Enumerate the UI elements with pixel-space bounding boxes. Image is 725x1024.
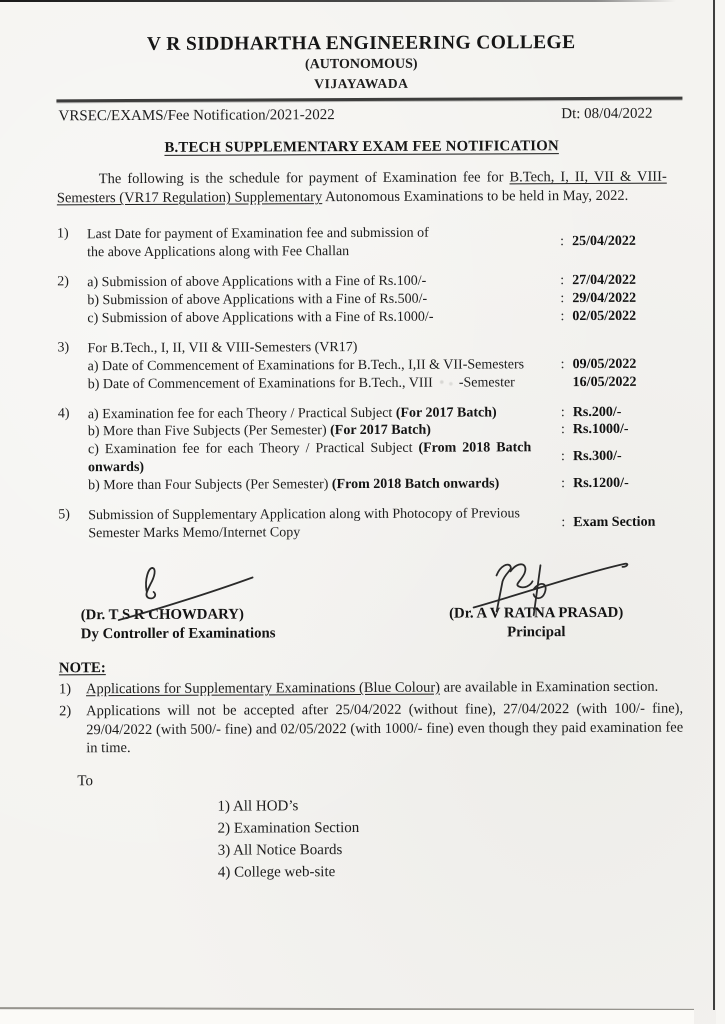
fee-schedule xyxy=(57,224,668,543)
note-item-text: Applications will not be accepted after 25/04/2022 (without fine), 27/04/2022 (with 100/- fine), 29/04/2022 (with 500/- fine) and 02/05/2022 (with 1000/- fine) even though they paid examination fee in time. xyxy=(86,700,684,757)
note-section xyxy=(58,658,684,759)
schedule-item-1 xyxy=(57,224,667,262)
row-value: 02/05/2022 xyxy=(572,308,637,324)
row-text-plain: b) More than Five Subjects (Per Semester) xyxy=(87,423,331,440)
distribution-label: To xyxy=(77,773,94,790)
row-colon: : xyxy=(560,404,565,420)
signature-row xyxy=(80,561,668,644)
row-text-pre: b) Date of Commencement of Examinations for B.Tech., VIII xyxy=(87,375,433,392)
note-item-number: 1) xyxy=(58,681,72,698)
row-text xyxy=(88,422,553,442)
reference-row xyxy=(56,100,666,126)
row-colon: : xyxy=(560,234,565,250)
row-value: Rs.200/- xyxy=(572,404,622,420)
scan-edge-bottom-strip xyxy=(0,1010,694,1024)
item-number: 1) xyxy=(56,226,69,242)
row-text-bold: (From 2018 Batch onwards) xyxy=(331,476,500,493)
signatory-right xyxy=(418,561,653,642)
distribution-list xyxy=(217,794,669,884)
intro-post: Autonomous Examinations to be held in May, 2022. xyxy=(322,187,629,206)
document-date: Dt: 08/04/2022 xyxy=(561,105,653,123)
row-value: 25/04/2022 xyxy=(572,234,636,250)
row-colon: : xyxy=(560,308,565,325)
signatory-name: (Dr. T S R CHOWDARY) xyxy=(80,606,244,624)
row-text-plain: c) Examination fee for each Theory / Practical Subject xyxy=(87,441,419,458)
row-text-plain: b) More than Four Subjects (Per Semester) xyxy=(88,477,332,494)
row-text-bold: (For 2017 Batch) xyxy=(330,423,431,439)
signatory-title: Dy Controller of Examinations xyxy=(80,625,276,643)
schedule-item-5 xyxy=(58,505,668,543)
note-rest: are available in Examination section. xyxy=(439,678,659,696)
row-text: a) Date of Commencement of Examinations for B.Tech., I,II & VII-Semesters xyxy=(87,356,525,374)
note-underlined: Applications for Supplementary Examinations (Blue Colour) xyxy=(85,679,441,698)
distribution-item: 2) Examination Section xyxy=(217,820,360,837)
row-text xyxy=(88,374,553,394)
row-colon: : xyxy=(560,356,565,372)
note-item-1 xyxy=(59,677,683,699)
row-colon: : xyxy=(560,291,565,307)
row-text xyxy=(88,404,553,424)
distribution-section xyxy=(59,771,669,885)
row-colon: : xyxy=(560,273,565,289)
row-value: Rs.300/- xyxy=(572,449,622,465)
item-header: For B.Tech., I, II, VII & VIII-Semesters (VR17) xyxy=(87,339,358,356)
scan-edge-top xyxy=(0,0,676,2)
schedule-row xyxy=(88,505,668,543)
signature-scribble xyxy=(510,564,532,587)
row-text-bold: (For 2017 Batch) xyxy=(395,404,497,421)
row-colon: : xyxy=(561,476,566,492)
notification-title: B.TECH SUPPLEMENTARY EXAM FEE NOTIFICATION xyxy=(164,138,559,156)
whiteout-smudge xyxy=(433,377,459,389)
schedule-row xyxy=(87,308,667,328)
signatory-name: (Dr. A V RATNA PRASAD) xyxy=(449,604,624,622)
signature-stroke xyxy=(473,564,627,608)
reference-number: VRSEC/EXAMS/Fee Notification/2021-2022 xyxy=(58,107,335,125)
row-text: Last Date for payment of Examination fee and submission of the above Applications along with Fee Challan xyxy=(86,225,429,261)
schedule-row xyxy=(87,224,667,262)
row-colon: : xyxy=(561,515,566,531)
row-colon: : xyxy=(561,449,565,465)
note-item-text xyxy=(86,677,683,698)
document-sheet xyxy=(0,31,725,885)
note-item-number: 2) xyxy=(59,702,72,720)
schedule-row xyxy=(88,439,668,477)
item-number: 4) xyxy=(57,405,70,421)
row-value: Rs.1000/- xyxy=(572,422,629,438)
schedule-row xyxy=(88,475,668,495)
row-text xyxy=(88,475,553,495)
signature-scribble xyxy=(146,568,155,598)
autonomous-label: (AUTONOMOUS) xyxy=(304,56,418,73)
row-value: 16/05/2022 xyxy=(572,374,637,390)
row-value: 27/04/2022 xyxy=(572,272,637,289)
row-text-plain: a) Examination fee for each Theory / Practical Subject xyxy=(87,405,396,422)
row-text-bold: (From 2018 Batch onwards) xyxy=(88,440,532,476)
row-text: Submission of Supplementary Application along with Photocopy of Previous Semester Marks Memo/Internet Copy xyxy=(88,506,520,542)
row-text: c) Submission of above Applications with a Fine of Rs.1000/- xyxy=(87,309,434,327)
schedule-item-3 xyxy=(57,337,667,393)
item-number: 3) xyxy=(57,340,70,356)
item-number: 2) xyxy=(57,274,69,290)
item-number: 5) xyxy=(58,507,70,523)
note-heading: NOTE: xyxy=(58,659,106,677)
schedule-row xyxy=(88,421,668,441)
schedule-row xyxy=(88,373,668,393)
distribution-item: 4) College web-site xyxy=(217,864,336,881)
intro-underlined: B.Tech, I, II, VII & VIII-Semesters (VR17 Regulation) Supplementary xyxy=(56,168,667,207)
row-value: Exam Section xyxy=(573,514,656,531)
row-text: a) Submission of above Applications with a Fine of Rs.100/- xyxy=(87,273,427,291)
distribution-item: 3) All Notice Boards xyxy=(217,842,343,859)
schedule-item-4 xyxy=(58,403,668,495)
signatory-left xyxy=(80,562,380,643)
schedule-item-2 xyxy=(57,272,667,328)
signatory-title: Principal xyxy=(507,623,566,641)
row-colon: : xyxy=(560,422,565,438)
row-value: 29/04/2022 xyxy=(572,290,637,307)
college-name: V R SIDDHARTHA ENGINEERING COLLEGE xyxy=(146,32,576,55)
row-text: b) Submission of above Applications with a Fine of Rs.500/- xyxy=(87,291,428,309)
intro-pre: The following is the schedule for payment of Examination fee for xyxy=(98,169,510,188)
row-value: Rs.1200/- xyxy=(573,475,629,492)
distribution-item: 1) All HOD’s xyxy=(217,798,299,815)
row-value: 09/05/2022 xyxy=(572,356,637,372)
row-text-post: -Semester xyxy=(458,374,515,391)
note-item-2 xyxy=(59,699,683,758)
city-label: VIJAYAWADA xyxy=(314,75,409,92)
intro-paragraph xyxy=(57,168,667,209)
row-text xyxy=(88,439,553,477)
